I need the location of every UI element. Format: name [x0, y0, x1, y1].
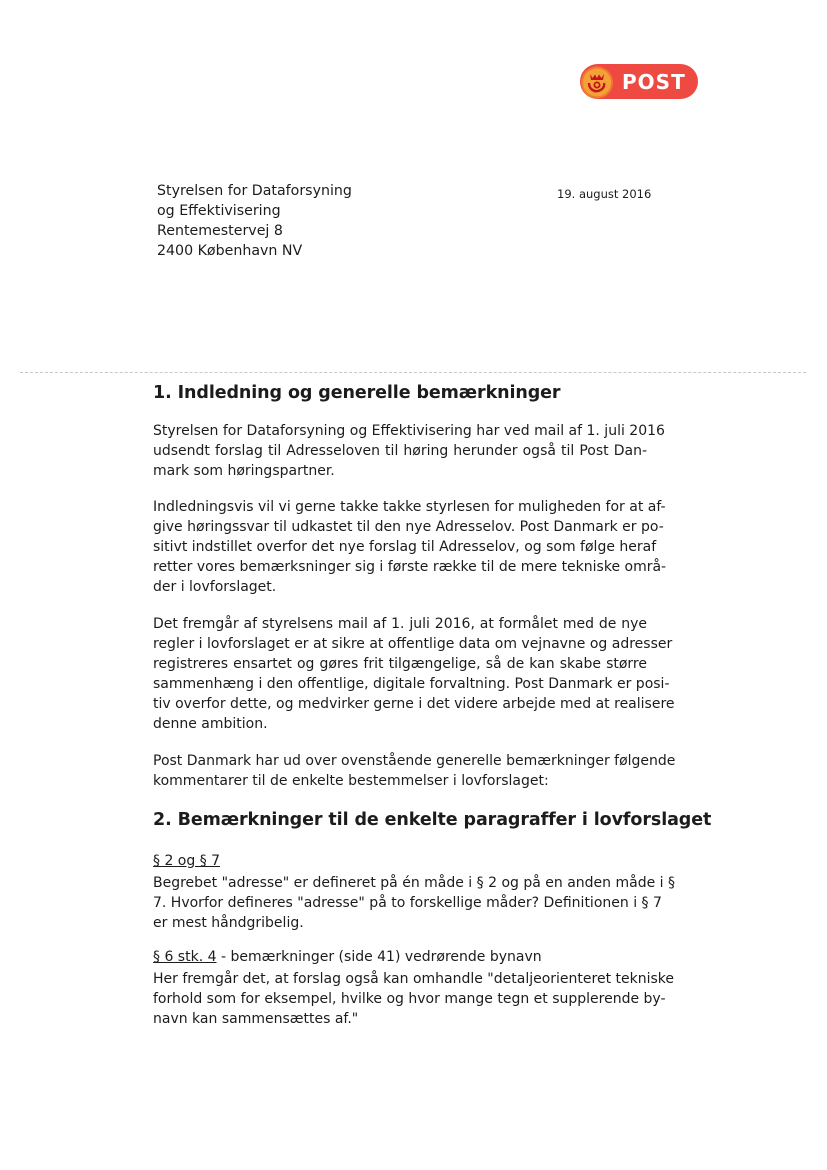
text-line: denne ambition.	[153, 716, 268, 732]
subsection-title-rest: - bemærkninger (side 41) vedrørende bynavn	[216, 949, 542, 965]
text-line: registreres ensartet og gøres frit tilgængelige, så de kan skabe større	[153, 656, 647, 672]
text-line: Begrebet "adresse" er defineret på én måde i § 2 og på en anden måde i §	[153, 875, 675, 891]
subsection-title-para-2-7: § 2 og § 7	[153, 853, 221, 869]
text-line: der i lovforslaget.	[153, 579, 277, 595]
letter-date: 19. august 2016	[557, 187, 652, 201]
text-line: udsendt forslag til Adresseloven til høring herunder også til Post Dan-	[153, 443, 647, 459]
text-line: sitivt indstillet overfor det nye forslag til Adresselov, og som følge heraf	[153, 539, 657, 555]
text-line: Styrelsen for Dataforsyning og Effektivisering har ved mail af 1. juli 2016	[153, 423, 665, 439]
text-line: forhold som for eksempel, hvilke og hvor mange tegn et supplerende by-	[153, 991, 666, 1007]
logo-wordmark: POST	[622, 69, 686, 94]
section-2-heading: 2. Bemærkninger til de enkelte paragraffer i lovforslaget	[153, 810, 712, 830]
paragraph	[153, 969, 675, 1029]
subsection-title-para-6	[153, 949, 542, 965]
subsection-reference: § 6 stk. 4	[153, 949, 217, 965]
address-line: Rentemestervej 8	[157, 223, 283, 239]
text-line: Det fremgår af styrelsens mail af 1. juli 2016, at formålet med de nye	[153, 616, 647, 632]
text-line: mark som høringspartner.	[153, 463, 335, 479]
section-1-heading: 1. Indledning og generelle bemærkninger	[153, 383, 561, 403]
text-line: give høringssvar til udkastet til den nye Adresselov. Post Danmark er po-	[153, 519, 664, 535]
paragraph	[153, 873, 675, 933]
paragraph	[153, 497, 667, 597]
address-line: Styrelsen for Dataforsyning	[157, 183, 352, 199]
divider	[20, 372, 806, 373]
text-line: regler i lovforslaget er at sikre at offentlige data om vejnavne og adresser	[153, 636, 673, 652]
text-line: tiv overfor dette, og medvirker gerne i det videre arbejde med at realisere	[153, 696, 675, 712]
post-logo	[580, 64, 698, 99]
text-line: Indledningsvis vil vi gerne takke takke styrlesen for muligheden for at af-	[153, 499, 666, 515]
text-line: navn kan sammensættes af."	[153, 1011, 359, 1027]
text-line: Her fremgår det, at forslag også kan omhandle "detaljeorienteret tekniske	[153, 971, 675, 987]
text-line: 7. Hvorfor defineres "adresse" på to forskellige måder? Definitionen i § 7	[153, 895, 662, 911]
address-line: og Effektivisering	[157, 203, 281, 219]
address-line: 2400 København NV	[157, 243, 303, 259]
text-line: er mest håndgribelig.	[153, 915, 304, 931]
text-line: Post Danmark har ud over ovenstående generelle bemærkninger følgende	[153, 753, 676, 769]
text-line: sammenhæng i den offentlige, digitale forvaltning. Post Danmark er posi-	[153, 676, 670, 692]
paragraph	[153, 614, 675, 734]
post-horn-crown-icon	[580, 65, 614, 99]
text-line: kommentarer til de enkelte bestemmelser i lovforslaget:	[153, 773, 549, 789]
paragraph	[153, 751, 676, 791]
recipient-address	[157, 181, 352, 261]
paragraph	[153, 421, 665, 481]
text-line: retter vores bemærksninger sig i første række til de mere tekniske områ-	[153, 559, 667, 575]
